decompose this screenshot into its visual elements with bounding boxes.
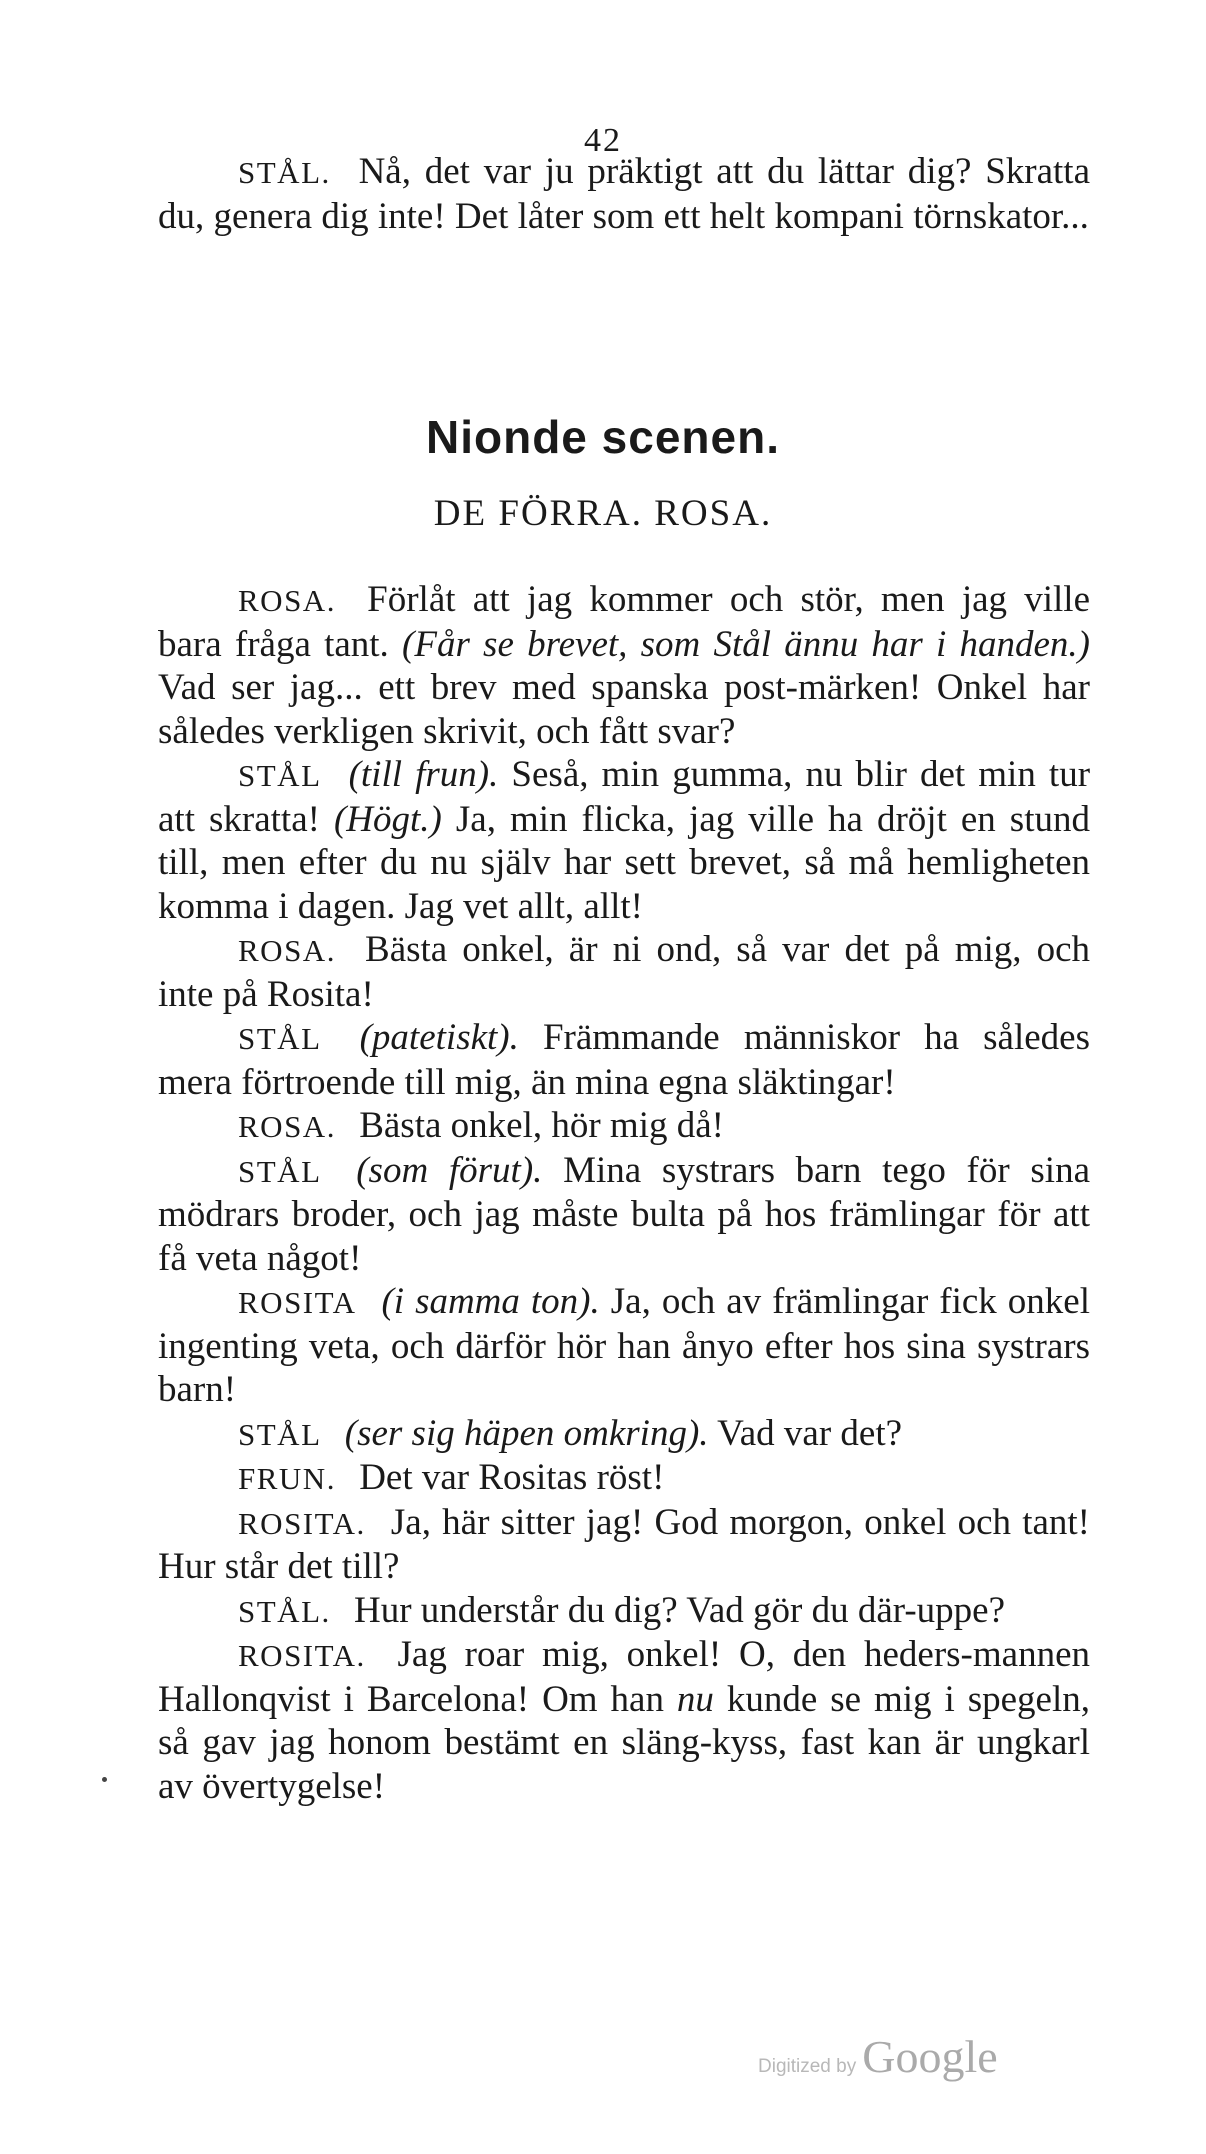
speaker-name: FRUN. <box>238 1461 336 1496</box>
stage-direction: (som förut). <box>356 1149 543 1191</box>
digitization-watermark <box>758 2030 998 2083</box>
speech-paragraph <box>158 1149 1090 1281</box>
speech-paragraph <box>158 1280 1090 1412</box>
speech-paragraph <box>158 1633 1090 1808</box>
speaker-name: STÅL <box>238 1153 322 1189</box>
scene-cast: DE FÖRRA. ROSA. <box>433 493 773 534</box>
scene-dialogue <box>158 578 1090 1808</box>
speaker-name: ROSITA. <box>238 1505 366 1541</box>
stage-direction: (patetiskt). <box>359 1017 519 1058</box>
speech-paragraph <box>158 578 1090 753</box>
speech-text: Hur understår du dig? Vad gör du där-uppe? <box>354 1589 1006 1631</box>
speech-paragraph <box>158 1456 1090 1501</box>
speaker-name: STÅL <box>238 1416 322 1452</box>
speech-text: Förlåt att jag kommer och stör, men jag ville bara fråga tant. <box>158 579 1090 665</box>
speech-paragraph <box>158 1104 1090 1149</box>
speech-paragraph <box>158 1412 1090 1457</box>
speech-text: Jag roar mig, onkel! O, den heders-mannen Hallonqvist i Barcelona! Om han <box>158 1634 1091 1720</box>
stage-direction: (Högt.) <box>333 798 442 840</box>
speech-text: Nå, det var ju präktigt att du lättar dig? Skratta du, genera dig inte! Det låter som ett helt kompani törnskator... <box>158 151 1090 237</box>
speech-text: Bästa onkel, hör mig då! <box>359 1105 724 1146</box>
speech-text: Ja, och av främlingar fick onkel ingenting veta, och därför hör han ånyo efter hos sina systrars barn! <box>158 1281 1091 1410</box>
speech-paragraph <box>158 928 1090 1016</box>
watermark-prefix: Digitized by <box>758 2056 857 2077</box>
stage-direction: (ser sig häpen omkring). <box>344 1412 709 1454</box>
stage-direction: (Får se brevet, som Stål ännu har i handen.) <box>402 623 1091 665</box>
speech-paragraph <box>158 1016 1090 1104</box>
speech-text: Ja, min flicka, jag ville ha dröjt en stund till, men efter du nu själv har sett brevet, så må hemligheten komma i dagen. Jag vet allt, allt! <box>158 798 1090 927</box>
speech-text: Ja, här sitter jag! God morgon, onkel och tant! Hur står det till? <box>158 1501 1091 1587</box>
speaker-name: ROSA. <box>238 583 336 618</box>
emphasis-text: nu <box>676 1678 714 1720</box>
speech-paragraph <box>158 1589 1090 1634</box>
opening-speech <box>158 150 1090 238</box>
speech-paragraph <box>158 150 1090 238</box>
speech-paragraph <box>158 753 1090 928</box>
speech-text: kunde se mig i spegeln, så gav jag honom bestämt en släng-kyss, fast kan är ungkarl av övertygelse! <box>158 1678 1091 1807</box>
speaker-name: ROSA. <box>238 1109 336 1144</box>
print-speck <box>102 1777 107 1782</box>
speaker-name: STÅL. <box>238 1593 331 1629</box>
speech-text: Främmande människor ha således mera förtroende till mig, än mina egna släktingar! <box>158 1017 1090 1103</box>
stage-direction: (i samma ton). <box>381 1281 600 1322</box>
speech-text: Det var Rositas röst! <box>359 1457 665 1498</box>
speaker-name: STÅL <box>238 1021 322 1056</box>
watermark-logo: Google <box>862 2031 998 2082</box>
speaker-name: STÅL. <box>238 155 331 190</box>
speaker-name: ROSITA. <box>238 1638 366 1673</box>
stage-direction: (till frun). <box>348 754 499 795</box>
page-number: 42 <box>584 122 622 159</box>
speech-text: Seså, min gumma, nu blir det min tur att skratta! <box>158 754 1091 840</box>
scene-title: Nionde scenen. <box>426 411 780 463</box>
speech-text: Vad var det? <box>717 1412 903 1454</box>
speech-text: Bästa onkel, är ni ond, så var det på mig, och inte på Rosita! <box>158 929 1090 1015</box>
speech-paragraph <box>158 1501 1090 1589</box>
speaker-name: ROSITA <box>238 1285 357 1320</box>
speech-text: Mina systrars barn tego för sina mödrars broder, och jag måste bulta på hos främlingar för att få veta något! <box>158 1149 1091 1279</box>
speaker-name: STÅL <box>238 758 322 793</box>
speech-text: Vad ser jag... ett brev med spanska post-märken! Onkel har således verkligen skrivit, och fått svar? <box>158 667 1090 752</box>
speaker-name: ROSA. <box>238 933 336 968</box>
